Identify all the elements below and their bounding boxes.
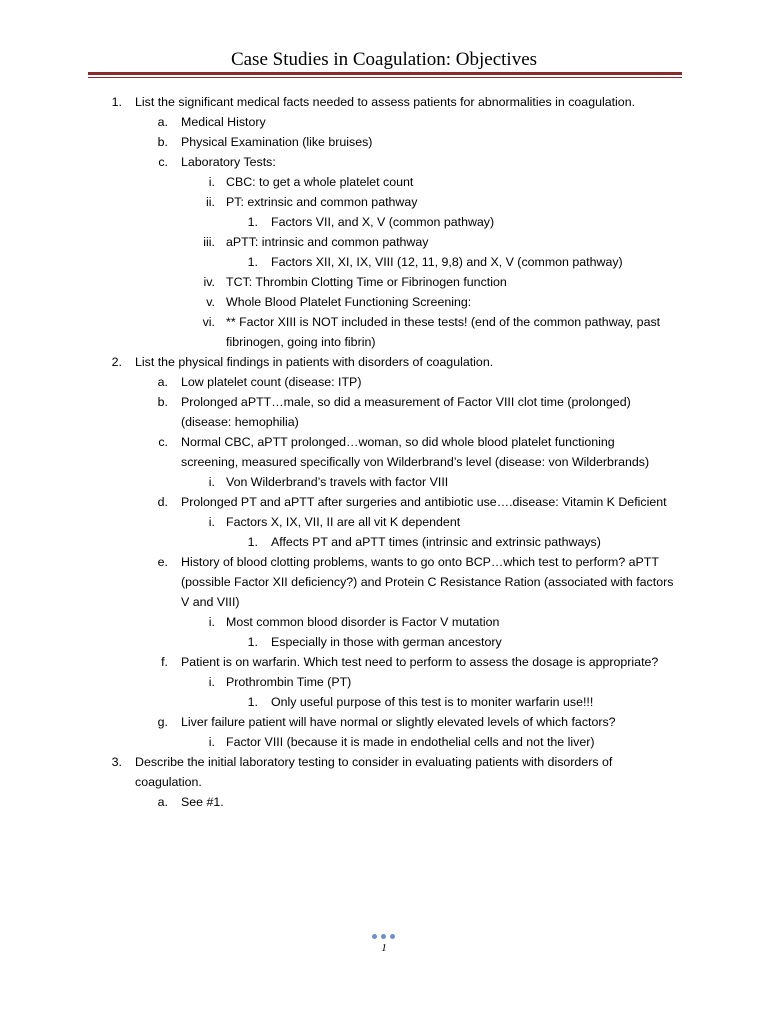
- outline-line: [0, 672, 768, 692]
- list-marker: b.: [157, 395, 168, 409]
- outline-line: [0, 312, 768, 332]
- list-item-text: ** Factor XIII is NOT included in these tests! (end of the common pathway, past: [226, 315, 661, 329]
- title-rule-thin: [88, 77, 682, 78]
- outline-line: [0, 512, 768, 532]
- list-item-text: TCT: Thrombin Clotting Time or Fibrinogen function: [226, 275, 507, 289]
- outline-line: [0, 252, 768, 272]
- list-item-text: Only useful purpose of this test is to moniter warfarin use!!!: [271, 695, 594, 709]
- list-item-text: List the significant medical facts needed to assess patients for abnormalities in coagulation.: [135, 95, 636, 109]
- list-marker: iii.: [203, 235, 215, 249]
- list-marker: c.: [158, 155, 168, 169]
- outline-line: [0, 492, 768, 512]
- list-item-text: Whole Blood Platelet Functioning Screening:: [226, 295, 472, 309]
- outline-line: [0, 432, 768, 452]
- list-item-text: Factors XII, XI, IX, VIII (12, 11, 9,8) and X, V (common pathway): [271, 255, 623, 269]
- list-marker: 1.: [247, 535, 258, 549]
- list-marker: vi.: [202, 315, 215, 329]
- list-item-text: Liver failure patient will have normal or slightly elevated levels of which factors?: [181, 715, 616, 729]
- list-item-text: Especially in those with german ancestory: [271, 635, 502, 649]
- list-item-text: Von Wilderbrand’s travels with factor VIII: [226, 475, 449, 489]
- list-item-text: V and VIII): [181, 595, 240, 609]
- list-marker: v.: [206, 295, 215, 309]
- objectives-outline: [0, 92, 768, 812]
- list-item-text: Factors X, IX, VII, II are all vit K dependent: [226, 515, 461, 529]
- list-marker: e.: [157, 555, 168, 569]
- list-marker: iv.: [203, 275, 215, 289]
- list-marker: 1.: [247, 635, 258, 649]
- list-item-text: CBC: to get a whole platelet count: [226, 175, 414, 189]
- list-item-text: (disease: hemophilia): [181, 415, 299, 429]
- outline-line: [0, 632, 768, 652]
- outline-line: [0, 352, 768, 372]
- list-marker: 1.: [247, 215, 258, 229]
- list-marker: i.: [208, 615, 215, 629]
- outline-line: [0, 172, 768, 192]
- list-item-text: Laboratory Tests:: [181, 155, 276, 169]
- outline-line: [0, 192, 768, 212]
- list-item-text: History of blood clotting problems, wants to go onto BCP…which test to perform? aPTT: [181, 555, 659, 569]
- list-marker: b.: [157, 135, 168, 149]
- list-item-text: Affects PT and aPTT times (intrinsic and extrinsic pathways): [271, 535, 601, 549]
- list-item-text: Describe the initial laboratory testing to consider in evaluating patients with disorders of: [135, 755, 613, 769]
- outline-line: [0, 372, 768, 392]
- list-item-text: screening, measured specifically von Wilderbrand’s level (disease: von Wilderbrands): [181, 455, 650, 469]
- outline-line: [0, 652, 768, 672]
- outline-line: [0, 212, 768, 232]
- list-marker: ii.: [206, 195, 215, 209]
- list-item-text: Prolonged aPTT…male, so did a measurement of Factor VIII clot time (prolonged): [181, 395, 631, 409]
- list-marker: f.: [161, 655, 168, 669]
- list-item-text: List the physical findings in patients with disorders of coagulation.: [135, 355, 494, 369]
- list-marker: i.: [208, 515, 215, 529]
- outline-line: [0, 572, 768, 592]
- list-marker: i.: [208, 175, 215, 189]
- outline-line: [0, 112, 768, 132]
- list-marker: g.: [157, 715, 168, 729]
- list-marker: 1.: [247, 695, 258, 709]
- list-marker: a.: [157, 795, 168, 809]
- page-number: 1: [381, 942, 387, 954]
- list-marker: a.: [157, 115, 168, 129]
- list-marker: 2.: [111, 355, 122, 369]
- outline-line: [0, 92, 768, 112]
- list-marker: c.: [158, 435, 168, 449]
- outline-line: [0, 592, 768, 612]
- list-marker: 3.: [111, 755, 122, 769]
- list-marker: 1.: [111, 95, 122, 109]
- title-rule-thick: [88, 72, 682, 75]
- list-item-text: (possible Factor XII deficiency?) and Protein C Resistance Ration (associated with factors: [181, 575, 674, 589]
- outline-line: [0, 472, 768, 492]
- list-item-text: Most common blood disorder is Factor V mutation: [226, 615, 500, 629]
- list-item-text: coagulation.: [135, 775, 202, 789]
- list-item-text: Medical History: [181, 115, 266, 129]
- outline-line: [0, 332, 768, 352]
- list-marker: i.: [208, 735, 215, 749]
- list-item-text: See #1.: [181, 795, 224, 809]
- list-item-text: Physical Examination (like bruises): [181, 135, 373, 149]
- footer-dots-ornament: [370, 934, 398, 942]
- list-item-text: PT: extrinsic and common pathway: [226, 195, 418, 209]
- list-marker: d.: [157, 495, 168, 509]
- outline-line: [0, 752, 768, 772]
- list-marker: a.: [157, 375, 168, 389]
- outline-line: [0, 272, 768, 292]
- outline-line: [0, 292, 768, 312]
- list-item-text: Prothrombin Time (PT): [226, 675, 352, 689]
- outline-line: [0, 132, 768, 152]
- outline-line: [0, 772, 768, 792]
- list-item-text: Patient is on warfarin. Which test need to perform to assess the dosage is appropriate?: [181, 655, 659, 669]
- list-item-text: aPTT: intrinsic and common pathway: [226, 235, 429, 249]
- outline-line: [0, 792, 768, 812]
- outline-line: [0, 612, 768, 632]
- outline-line: [0, 412, 768, 432]
- list-item-text: Normal CBC, aPTT prolonged…woman, so did whole blood platelet functioning: [181, 435, 615, 449]
- outline-line: [0, 712, 768, 732]
- page-title: Case Studies in Coagulation: Objectives: [230, 49, 538, 70]
- outline-line: [0, 732, 768, 752]
- outline-line: [0, 452, 768, 472]
- list-item-text: fibrinogen, going into fibrin): [226, 335, 376, 349]
- outline-line: [0, 692, 768, 712]
- list-marker: i.: [208, 675, 215, 689]
- list-item-text: Low platelet count (disease: ITP): [181, 375, 362, 389]
- list-marker: 1.: [247, 255, 258, 269]
- list-marker: i.: [208, 475, 215, 489]
- outline-line: [0, 152, 768, 172]
- outline-line: [0, 392, 768, 412]
- outline-line: [0, 232, 768, 252]
- list-item-text: Factor VIII (because it is made in endothelial cells and not the liver): [226, 735, 595, 749]
- outline-line: [0, 532, 768, 552]
- list-item-text: Prolonged PT and aPTT after surgeries and antibiotic use….disease: Vitamin K Deficient: [181, 495, 667, 509]
- list-item-text: Factors VII, and X, V (common pathway): [271, 215, 495, 229]
- outline-line: [0, 552, 768, 572]
